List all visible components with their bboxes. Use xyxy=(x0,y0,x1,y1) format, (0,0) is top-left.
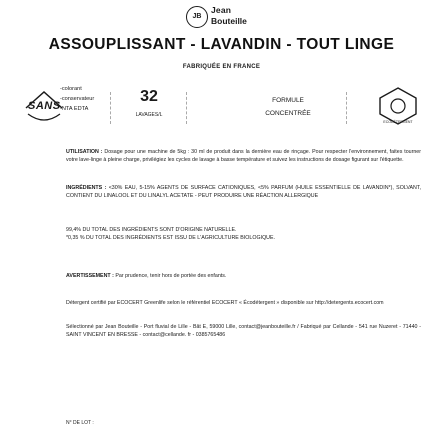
usage-text: Dosage pour une machine de 5kg : 30 ml de produit dans la dernière eau de rinçage. Pour respecter l'environnement, faites tourner votre lave-linge à pleine charge, privilégiez les cycles de lavage à basse température et suivez les instructions de dosage figurant sur l'étiquette. xyxy=(66,149,422,163)
brand-name-line2: Bouteille xyxy=(211,16,247,26)
warning-label: AVERTISSEMENT : xyxy=(66,273,114,279)
lot-number-label: N° DE LOT : xyxy=(66,420,94,426)
natural-origin-note: 99,4% DU TOTAL DES INGRÉDIENTS SONT D'ORIGINE NATURELLE. xyxy=(66,227,237,233)
usage-label: UTILISATION : xyxy=(66,149,103,155)
warning-paragraph xyxy=(66,272,421,280)
ecocert-caption: ECODÉTERGENT xyxy=(383,120,413,124)
sans-item: -colorant xyxy=(60,86,82,92)
formula-line1: FORMULE xyxy=(272,97,304,104)
warning-text: Par prudence, tenir hors de portée des enfants. xyxy=(115,273,227,279)
brand-name-line1: Jean xyxy=(211,5,232,15)
made-in-france: FABRIQUÉE EN FRANCE xyxy=(182,64,261,70)
ingredients-paragraph xyxy=(66,184,421,200)
sans-item: -conservateur xyxy=(60,96,95,102)
sans-item: -NTA EDTA xyxy=(60,106,89,112)
brand-logo xyxy=(186,4,276,34)
formula-line2: CONCENTRÉE xyxy=(265,110,311,117)
ingredients-notes xyxy=(66,226,421,242)
manufacturer-paragraph: Sélectionné par Jean Bouteille - Port fluvial de Lille - Bât E, 59000 Lille, contact@jeanbouteille.fr / Fabriqué par Cellande - 541 rue Nuzeret - 71440 - SAINT VINCENT EN BRESSE - contact@cellande. fr - 0385765486 xyxy=(66,324,421,338)
divider xyxy=(346,92,347,124)
formula-badge xyxy=(248,94,328,120)
divider xyxy=(186,92,187,124)
wash-count: 32 xyxy=(140,88,158,105)
ingredients-label: INGRÉDIENTS : xyxy=(66,185,107,191)
sans-label: SANS xyxy=(28,100,61,112)
certification-paragraph: Détergent certifié par ECOCERT Greenlife selon le référentiel ECOCERT « Écodétergent » disponible sur http://detergents.ecocert.com xyxy=(66,300,384,306)
wash-count-label: LAVAGES/L xyxy=(135,112,163,118)
brand-mark: JB xyxy=(186,6,208,28)
sans-list xyxy=(60,84,94,114)
usage-paragraph xyxy=(66,148,421,164)
product-title: ASSOUPLISSANT - LAVANDIN - TOUT LINGE xyxy=(48,36,395,53)
ingredients-text: <30% EAU, 5-15% AGENTS DE SURFACE CATIONIQUES, <5% PARFUM (HUILE ESSENTIELLE DE LAVANDIN*), SOLVANT, CONTIENT DU LINALOOL ET DU LINALYL ACETATE - PEUT PRODUIRE UNE RÉACTION ALLERGIQUE xyxy=(66,185,421,199)
organic-note: *0,35 % DU TOTAL DES INGRÉDIENTS EST ISSU DE L'AGRICULTURE BIOLOGIQUE. xyxy=(66,235,276,241)
divider xyxy=(110,92,111,124)
